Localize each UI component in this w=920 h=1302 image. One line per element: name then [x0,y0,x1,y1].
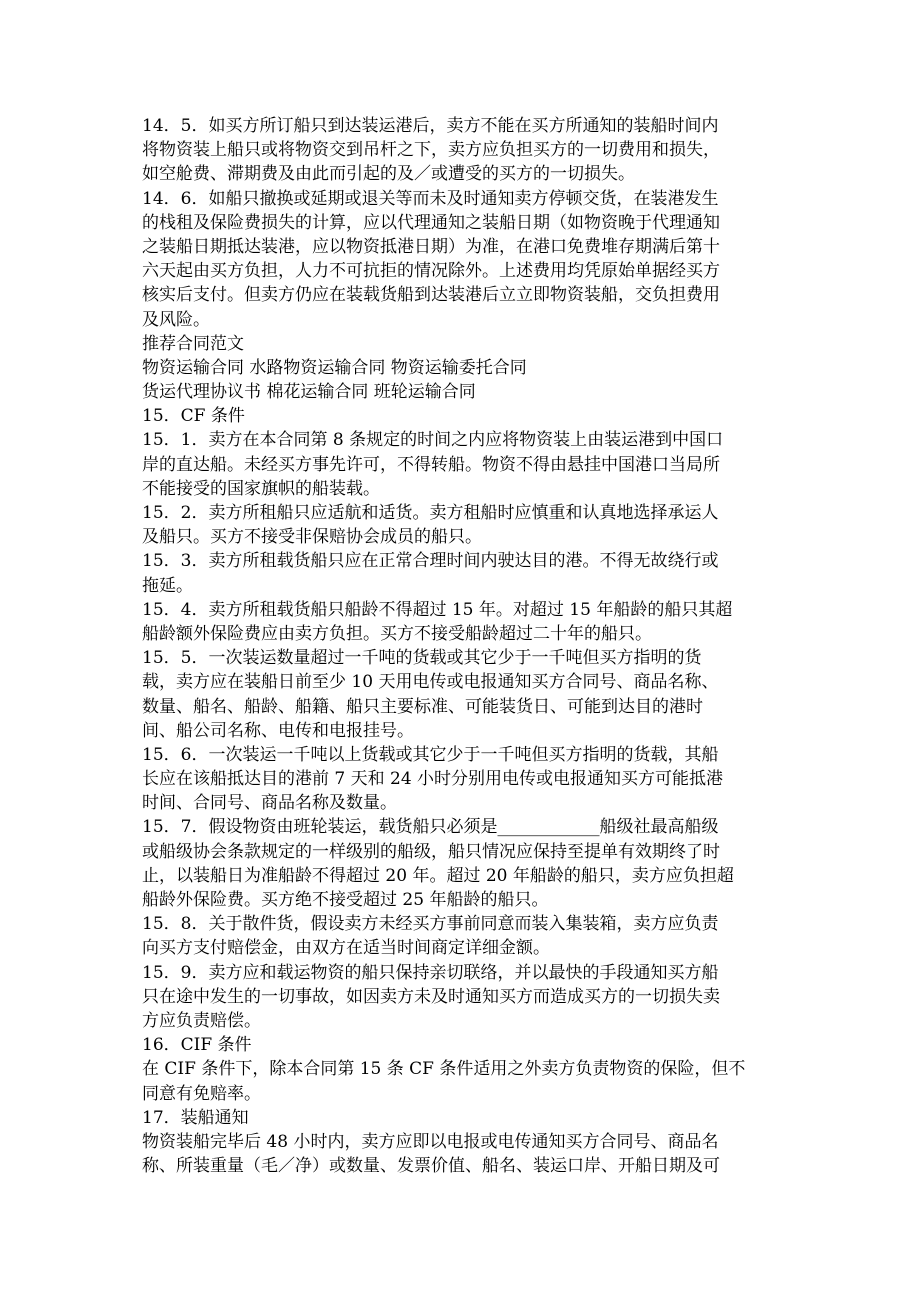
text-line: 推荐合同范文 [142,333,244,354]
text-line: 止，以装船日为准船龄不得超过 20 年。超过 20 年船龄的船只，卖方应负担超 [142,865,734,886]
text-line: 16．CIF 条件 [142,1035,252,1056]
text-line: 船龄外保险费。买方绝不接受超过 25 年船龄的船只。 [142,890,549,910]
text-line: 15．3．卖方所租载货船只应在正常合理时间内驶达目的港。不得无故绕行或 [142,551,719,572]
text-line: 称、所装重量（毛／净）或数量、发票价值、船名、装运口岸、开船日期及可 [142,1156,720,1177]
text-line: 14．6．如船只撤换或延期或退关等而未及时通知卖方停顿交货，在装港发生 [142,188,719,209]
text-line: 核实后支付。但卖方仍应在装载货船到达装港后立立即物资装船，交负担费用 [142,285,720,306]
text-line: 长应在该船抵达目的港前 7 天和 24 小时分别用电传或电报通知买方可能抵港 [142,769,724,790]
text-line: 货运代理协议书 棉花运输合同 班轮运输合同 [142,382,476,403]
text-line: 15．8．关于散件货，假设卖方未经买方事前同意而装入集装箱，卖方应负责 [142,914,719,935]
text-line: 14．5．如买方所订船只到达装运港后，卖方不能在买方所通知的装船时间内 [142,116,719,136]
text-line: 船龄额外保险费应由卖方负担。买方不接受船龄超过二十年的船只。 [142,623,652,644]
text-line: 17．装船通知 [142,1107,249,1128]
text-line: 六天起由买方负担，人力不可抗拒的情况除外。上述费用均凭原始单据经买方 [142,261,720,282]
text-line: 数量、船名、船龄、船籍、船只主要标准、可能装货日、可能到达目的港时 [142,696,703,717]
text-line: 及风险。 [142,309,210,330]
text-line: 同意有免赔率。 [142,1083,261,1104]
text-line: 的栈租及保险费损失的计算，应以代理通知之装船日期（如物资晚于代理通知 [142,212,720,233]
text-line: 岸的直达船。未经买方事先许可，不得转船。物资不得由悬挂中国港口当局所 [142,454,720,475]
text-line: 15．5．一次装运数量超过一千吨的货载或其它少于一千吨但买方指明的货 [142,648,702,669]
text-line: 载，卖方应在装船日前至少 10 天用电传或电报通知买方合同号、商品名称、 [142,672,719,693]
text-line: 时间、合同号、商品名称及数量。 [142,793,397,814]
text-line: 拖延。 [142,575,193,596]
text-line: 15．6．一次装运一千吨以上货载或其它少于一千吨但买方指明的货载，其船 [142,744,719,765]
text-line: 不能接受的国家旗帜的船装载。 [142,478,380,499]
text-line: 之装船日期抵达装港，应以物资抵港日期）为准，在港口免费堆存期满后第十 [142,236,720,257]
text-line: 如空舱费、滞期费及由此而引起的及／或遭受的买方的一切损失。 [142,164,635,185]
text-line: 15．9．卖方应和载运物资的船只保持亲切联络，并以最快的手段通知买方船 [142,962,719,983]
text-line: 15．7．假设物资由班轮装运，载货船只必须是____________船级社最高船级 [142,817,719,838]
text-line: 15．1．卖方在本合同第 8 条规定的时间之内应将物资装上由装运港到中国口 [142,430,724,451]
text-line: 只在途中发生的一切事故，如因卖方未及时通知买方而造成买方的一切损失卖 [142,986,720,1007]
text-line: 15．2．卖方所租船只应适航和适货。卖方租船时应慎重和认真地选择承运人 [142,503,719,523]
text-line: 物资装船完毕后 48 小时内，卖方应即以电报或电传通知买方合同号、商品名 [142,1131,719,1152]
text-line: 在 CIF 条件下，除本合同第 15 条 CF 条件适用之外卖方负责物资的保险，但不 [142,1059,746,1080]
text-line: 物资运输合同 水路物资运输合同 物资运输委托合同 [142,357,527,378]
text-line: 方应负责赔偿。 [142,1010,261,1031]
document-body [142,114,770,1178]
text-line: 向买方支付赔偿金，由双方在适当时间商定详细金额。 [142,938,550,959]
text-line: 间、船公司名称、电传和电报挂号。 [142,720,414,741]
text-line: 15．4．卖方所租载货船只船龄不得超过 15 年。对超过 15 年船龄的船只其超 [142,599,733,620]
text-line: 15．CF 条件 [142,406,245,427]
text-line: 及船只。买方不接受非保赔协会成员的船只。 [142,527,482,548]
text-line: 将物资装上船只或将物资交到吊杆之下，卖方应负担买方的一切费用和损失， [142,140,720,161]
text-line: 或船级协会条款规定的一样级别的船级，船只情况应保持至提单有效期终了时 [142,841,720,862]
